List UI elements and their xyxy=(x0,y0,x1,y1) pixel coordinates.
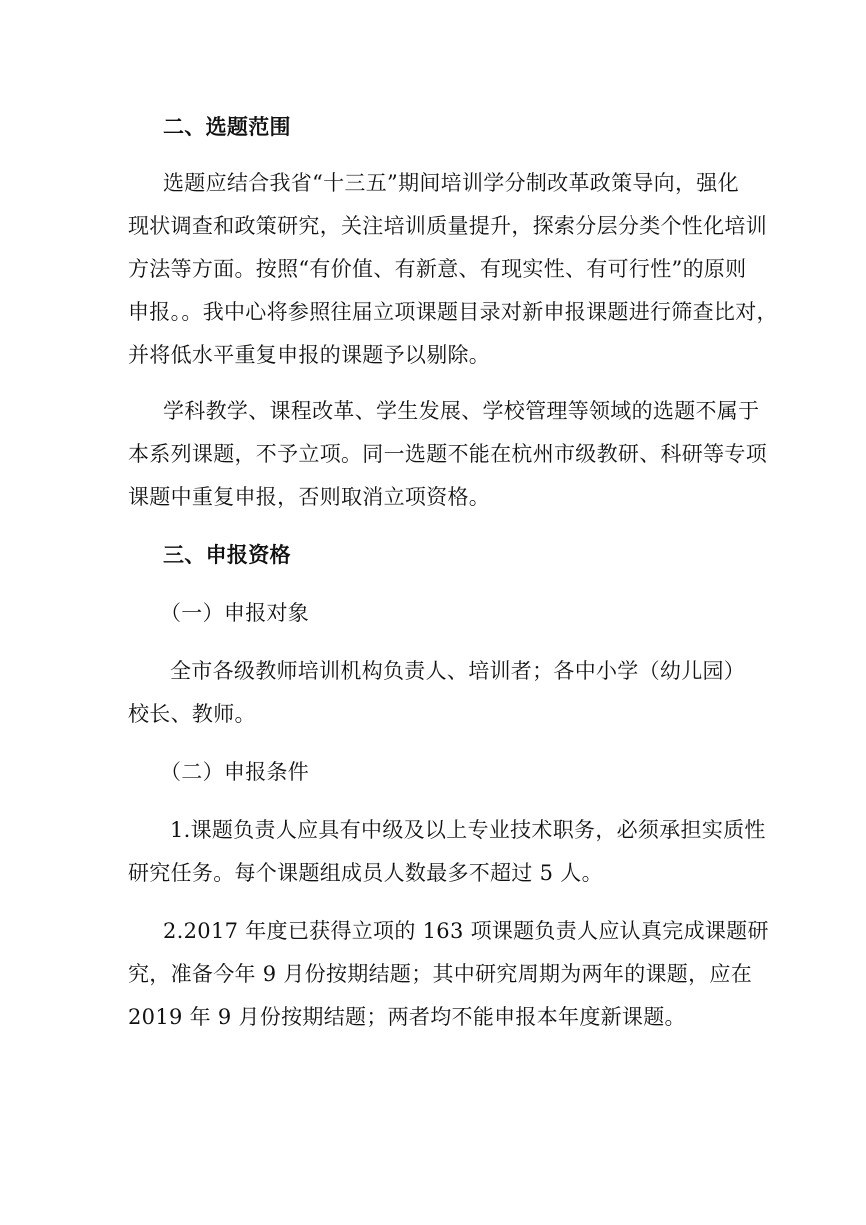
paragraph-line: 课题中重复申报，否则取消立项资格。 xyxy=(128,485,491,509)
paragraph-line: 选题应结合我省“十三五”期间培训学分制改革政策导向，强化 xyxy=(163,171,739,195)
subsection-heading-applicants: （一）申报对象 xyxy=(160,601,310,625)
paragraph-line: 学科教学、课程改革、学生发展、学校管理等领域的选题不属于 xyxy=(163,399,760,423)
paragraph-line: 现状调查和政策研究，关注培训质量提升，探索分层分类个性化培训 xyxy=(128,214,767,238)
paragraph-line: 并将低水平重复申报的课题予以剔除。 xyxy=(128,343,491,367)
section-heading-topic-scope: 二、选题范围 xyxy=(163,114,291,139)
section-heading-eligibility: 三、申报资格 xyxy=(163,542,291,567)
subsection-heading-conditions: （二）申报条件 xyxy=(160,760,310,784)
paragraph-line: 申报。。我中心将参照往届立项课题目录对新申报课题进行筛查比对， xyxy=(128,300,778,324)
list-item-line: 1.课题负责人应具有中级及以上专业技术职务，必须承担实质性 xyxy=(170,818,766,842)
paragraph-line: 全市各级教师培训机构负责人、培训者；各中小学（幼儿园） xyxy=(170,659,746,683)
paragraph-line: 本系列课题，不予立项。同一选题不能在杭州市级教研、科研等专项 xyxy=(128,442,767,466)
list-item-line: 研究任务。每个课题组成员人数最多不超过 5 人。 xyxy=(128,861,603,885)
list-item-line: 究，准备今年 9 月份按期结题；其中研究周期为两年的课题，应在 xyxy=(128,962,753,986)
paragraph-line: 方法等方面。按照“有价值、有新意、有现实性、有可行性”的原则 xyxy=(128,257,747,281)
list-item-line: 2019 年 9 月份按期结题；两者均不能申报本年度新课题。 xyxy=(128,1005,686,1029)
paragraph-line: 校长、教师。 xyxy=(128,702,256,726)
list-item-line: 2.2017 年度已获得立项的 163 项课题负责人应认真完成课题研 xyxy=(163,919,769,943)
